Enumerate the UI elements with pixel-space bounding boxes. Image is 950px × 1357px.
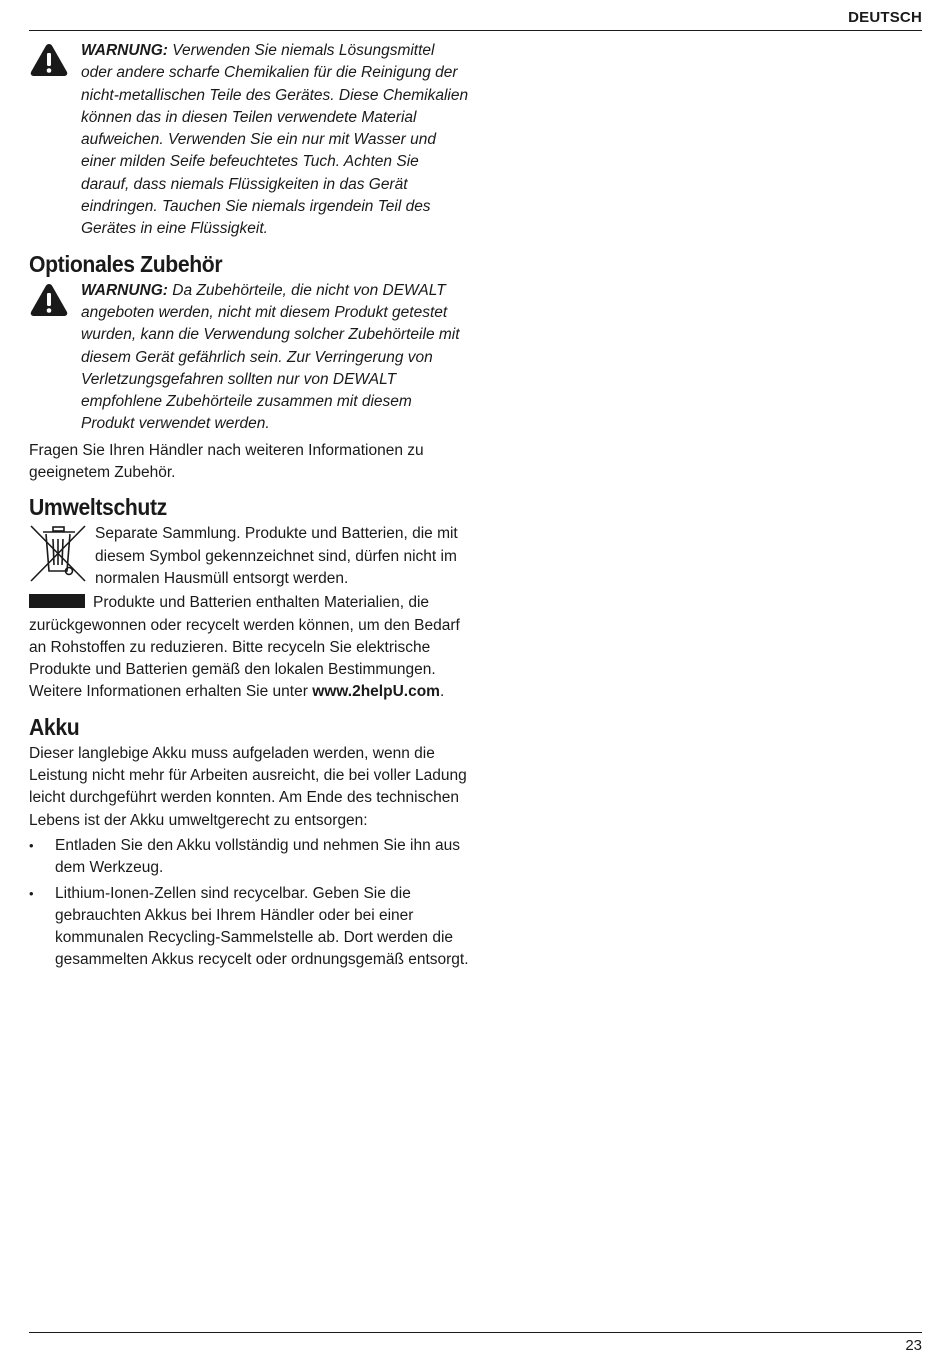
recycle-paragraph <box>29 592 469 703</box>
heading-accessories: Optionales Zubehör <box>29 250 223 277</box>
warning-accessories-text <box>81 280 469 436</box>
warning-label: WARNUNG: <box>81 281 168 299</box>
battery-paragraph: Dieser langlebige Akku muss aufgeladen werden, wenn die Leistung nicht mehr für Arbeiten ausreicht, die bei voller Ladung leicht durchgeführt werden konnten. Am Ende des technischen Lebens ist der Akku umweltgerecht zu entsorgen: <box>29 744 467 829</box>
black-bar-symbol <box>29 594 85 608</box>
separate-collection-row <box>29 523 469 590</box>
warning-label: WARNUNG: <box>81 42 168 59</box>
heading-battery: Akku <box>29 713 80 740</box>
header-rule <box>29 30 922 31</box>
page-number: 23 <box>905 1337 922 1354</box>
header-language: DEUTSCH <box>848 9 922 26</box>
website-link[interactable]: www.2helpU.com <box>312 683 440 701</box>
battery-bullet-list <box>29 835 469 972</box>
list-item: • Entladen Sie den Akku vollständig und nehmen Sie ihn aus dem Werkzeug. <box>29 835 469 880</box>
heading-environment: Umweltschutz <box>29 494 167 521</box>
footer-rule <box>29 1332 922 1333</box>
crossed-out-bin-icon <box>29 523 87 590</box>
warning-cleaning-text <box>81 40 469 241</box>
content-column <box>29 40 469 975</box>
accessories-paragraph: Fragen Sie Ihren Händler nach weiteren Informationen zu geeignetem Zubehör. <box>29 441 424 482</box>
warning-body: Da Zubehörteile, die nicht von DEWALT angeboten werden, nicht mit diesem Produkt getestet wurden, kann die Verwendung solcher Zubehörteile mit diesem Gerät gefährlich sein. Zur Verringerung von Verletzungsgefahren sollten nur von DEWALT empfohlene Zubehörteile zusammen mit diesem Produkt verwendet werden. <box>81 281 460 433</box>
list-item: • Lithium-Ionen-Zellen sind recycelbar. Geben Sie die gebrauchten Akkus bei Ihrem Händler oder bei einer kommunalen Recycling-Sammelstelle ab. Dort werden die gesammelten Akkus recycelt oder ordnungsgemäß entsorgt. <box>29 883 469 972</box>
warning-triangle-icon <box>29 40 69 83</box>
warning-triangle-icon <box>29 280 69 323</box>
warning-accessories <box>29 280 469 436</box>
recycle-suffix: . <box>439 683 445 701</box>
separate-collection-text: Separate Sammlung. Produkte und Batterien, die mit diesem Symbol gekennzeichnet sind, dürfen nicht im normalen Hausmüll entsorgt werden. <box>95 525 458 587</box>
warning-body: Verwenden Sie niemals Lösungsmittel oder andere scharfe Chemikalien für die Reinigung der nicht-metallischen Teile des Gerätes. Diese Chemikalien können das in diesen Teilen verwendete Material aufweichen. Verwenden Sie ein nur mit Wasser und einer milden Seife befeuchtetes Tuch. Achten Sie darauf, dass niemals Flüssigkeiten in das Gerät eindringen. Tauchen Sie niemals irgendein Teil des Gerätes in eine Flüssigkeit. <box>81 42 469 238</box>
warning-cleaning <box>29 40 469 241</box>
recycle-text: Produkte und Batterien enthalten Materialien, die zurückgewonnen oder recycelt werden können, um den Bedarf an Rohstoffen zu reduzieren. Bitte recyceln Sie elektrische Produkte und Batterien gemäß den lokalen Bestimmungen. Weitere Informationen erhalten Sie unter <box>29 594 460 701</box>
